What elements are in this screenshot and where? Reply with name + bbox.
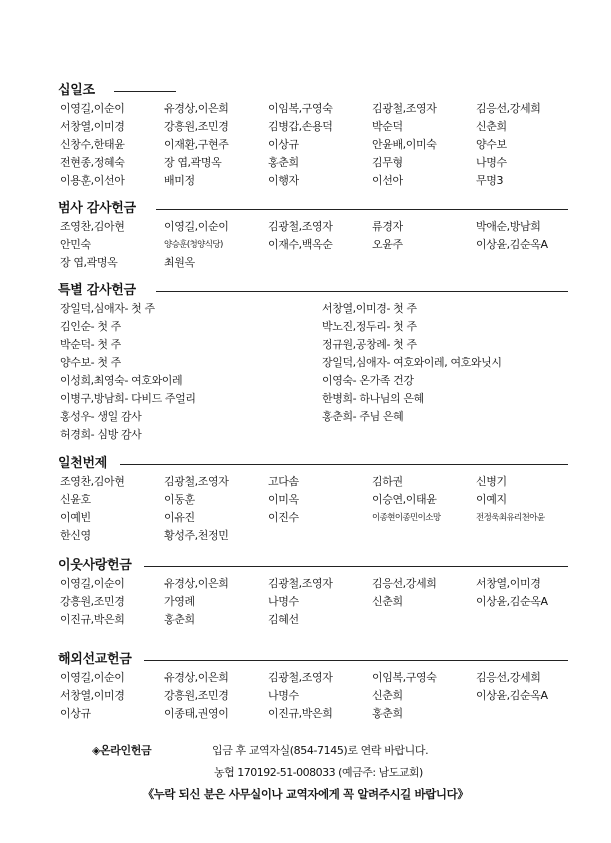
donor-entry: 이성희,최영숙- 여호와이레 — [60, 374, 183, 387]
donor-entry: 서창열,이미경- 첫 주 — [322, 302, 417, 315]
donor-grid — [60, 100, 568, 190]
online-offering-row — [92, 743, 429, 759]
donor-entry: 김혜선 — [268, 613, 299, 626]
donor-entry: 박노진,정두리- 첫 주 — [322, 320, 417, 333]
donor-entry: 양승훈(청양식당) — [164, 240, 223, 250]
donor-entry: 무명3 — [476, 174, 504, 187]
donor-entry: 신춘희 — [476, 120, 507, 133]
donor-entry: 이상규 — [60, 707, 91, 720]
section-title: 일천번제 — [58, 456, 108, 471]
donor-entry: 안윤배,이미숙 — [372, 138, 437, 151]
donor-entry: 홍춘희- 주님 은혜 — [322, 410, 404, 423]
donor-entry: 이상윤,김순옥A — [476, 689, 548, 702]
donor-entry: 이상윤,김순옥A — [476, 238, 548, 251]
bank-account: 농협 170192-51-008033 (예금주: 남도교회) — [214, 766, 423, 779]
donor-entry: 김광철,조영자 — [164, 475, 229, 488]
section-divider — [120, 464, 568, 465]
donor-entry: 가영례 — [164, 595, 195, 608]
section-title: 특별 감사헌금 — [58, 283, 136, 298]
omission-notice: 《누락 되신 분은 사무실이나 교역자에게 꼭 알려주시길 바랍니다》 — [142, 787, 469, 801]
section-divider — [156, 291, 568, 292]
tithe-section — [58, 82, 568, 190]
donor-entry: 김응선,강세희 — [476, 102, 541, 115]
donor-entry: 장 엽,곽명옥 — [164, 156, 222, 169]
donor-entry: 강흥원,조민경 — [164, 689, 229, 702]
donor-entry: 이예지 — [476, 493, 507, 506]
donor-entry: 이진규,박은희 — [60, 613, 125, 626]
donor-entry: 이영길,이순이 — [164, 220, 229, 233]
donor-entry: 전정욱최유리천아윤 — [476, 513, 545, 523]
donor-entry: 이영숙- 온가족 건강 — [322, 374, 414, 387]
neighbor-love-section — [58, 557, 568, 629]
thousand-offering-section — [58, 455, 568, 545]
donor-entry: 조영찬,김아현 — [60, 220, 125, 233]
section-header — [58, 82, 568, 100]
online-offering-instruction: 입금 후 교역자실(854-7145)로 연락 바랍니다. — [212, 744, 429, 757]
donor-entry: 한신영 — [60, 529, 91, 542]
section-divider — [156, 209, 568, 210]
donor-entry: 김무형 — [372, 156, 403, 169]
donor-entry: 고다솜 — [268, 475, 299, 488]
donor-entry: 이미옥 — [268, 493, 299, 506]
section-header — [58, 455, 568, 473]
empty-cell — [268, 527, 372, 545]
donor-entry: 전현종,정혜숙 — [60, 156, 125, 169]
donor-entry: 이진규,박은희 — [268, 707, 333, 720]
donor-entry: 홍춘희 — [164, 613, 195, 626]
overseas-mission-section — [58, 651, 568, 723]
donor-entry: 이유진 — [164, 511, 195, 524]
section-divider — [144, 566, 568, 567]
donor-entry: 서창열,이미경 — [60, 689, 125, 702]
donor-entry: 류경자 — [372, 220, 403, 233]
donor-entry: 이영길,이순이 — [60, 671, 125, 684]
donor-entry: 허경희- 심방 감사 — [60, 428, 142, 441]
empty-cell — [476, 254, 580, 272]
donor-entry: 김광철,조영자 — [268, 671, 333, 684]
donor-entry: 양수보- 첫 주 — [60, 356, 121, 369]
donor-entry: 김광철,조영자 — [372, 102, 437, 115]
donor-entry: 김응선,강세희 — [476, 671, 541, 684]
donor-entry: 이선아 — [372, 174, 403, 187]
empty-cell — [372, 527, 476, 545]
donor-entry: 장일덕,심애자- 여호와이레, 여호와닛시 — [322, 356, 502, 369]
donor-entry: 나명수 — [476, 156, 507, 169]
donor-entry: 신춘희 — [372, 689, 403, 702]
donor-entry: 정규원,공창례- 첫 주 — [322, 338, 417, 351]
donor-entry: 김광철,조영자 — [268, 577, 333, 590]
donor-entry: 양수보 — [476, 138, 507, 151]
donor-entry: 이임복,구영숙 — [372, 671, 437, 684]
donor-entry: 신윤호 — [60, 493, 91, 506]
donor-entry: 김응선,강세희 — [372, 577, 437, 590]
donor-entry: 박순덕 — [372, 120, 403, 133]
donor-entry: 유경상,이은희 — [164, 577, 229, 590]
donor-entry: 이예빈 — [60, 511, 91, 524]
donor-entry: 홍춘희 — [268, 156, 299, 169]
section-header — [58, 282, 568, 300]
donor-grid — [60, 218, 568, 272]
section-header — [58, 651, 568, 669]
donor-grid — [60, 473, 568, 545]
empty-cell — [372, 254, 476, 272]
donor-grid — [60, 300, 568, 444]
donor-entry: 이재환,구현주 — [164, 138, 229, 151]
empty-cell — [476, 611, 580, 629]
donor-entry: 장일덕,심애자- 첫 주 — [60, 302, 155, 315]
donor-entry: 황성주,천정민 — [164, 529, 229, 542]
donor-entry: 이종현이종민이소망 — [372, 513, 441, 523]
donor-entry: 박애순,방남희 — [476, 220, 541, 233]
donor-entry: 신창수,한태윤 — [60, 138, 125, 151]
donor-entry: 박순덕- 첫 주 — [60, 338, 121, 351]
empty-cell — [268, 254, 372, 272]
section-title: 해외선교헌금 — [58, 652, 132, 667]
online-offering-label: ◈온라인헌금 — [92, 744, 152, 757]
donor-entry: 조영찬,김아현 — [60, 475, 125, 488]
donor-entry: 이행자 — [268, 174, 299, 187]
donor-entry: 김인순- 첫 주 — [60, 320, 121, 333]
section-divider — [144, 660, 568, 661]
donor-entry: 김하권 — [372, 475, 403, 488]
section-title: 범사 감사헌금 — [58, 201, 136, 216]
empty-cell — [372, 611, 476, 629]
donor-grid — [60, 575, 568, 629]
donor-entry: 강흥원,조민경 — [60, 595, 125, 608]
donor-entry: 최원옥 — [164, 256, 195, 269]
donor-entry: 홍성우- 생일 감사 — [60, 410, 142, 423]
empty-cell — [476, 705, 580, 723]
donor-entry: 서창열,이미경 — [476, 577, 541, 590]
special-thanks-section — [58, 282, 568, 444]
donor-entry: 이상규 — [268, 138, 299, 151]
donor-entry: 신병기 — [476, 475, 507, 488]
donor-entry: 강흥원,조민경 — [164, 120, 229, 133]
donor-entry: 김광철,조영자 — [268, 220, 333, 233]
section-title: 이웃사랑헌금 — [58, 558, 132, 573]
donor-entry: 이영길,이순이 — [60, 102, 125, 115]
empty-cell — [322, 426, 572, 444]
section-header — [58, 557, 568, 575]
donor-entry: 나명수 — [268, 595, 299, 608]
donor-entry: 안민숙 — [60, 238, 91, 251]
donor-entry: 이임복,구영숙 — [268, 102, 333, 115]
donor-grid — [60, 669, 568, 723]
donor-entry: 서창열,이미경 — [60, 120, 125, 133]
donor-entry: 이영길,이순이 — [60, 577, 125, 590]
donor-entry: 신춘희 — [372, 595, 403, 608]
section-header — [58, 200, 568, 218]
donor-entry: 이용훈,이선아 — [60, 174, 125, 187]
donor-entry: 나명수 — [268, 689, 299, 702]
donor-entry: 장 엽,곽명옥 — [60, 256, 118, 269]
donor-entry: 이병구,방남희- 다비드 주얼리 — [60, 392, 196, 405]
donor-entry: 배미정 — [164, 174, 195, 187]
donor-entry: 이승연,이태윤 — [372, 493, 437, 506]
donor-entry: 오윤주 — [372, 238, 403, 251]
section-divider — [114, 91, 176, 92]
donor-entry: 이동훈 — [164, 493, 195, 506]
donor-entry: 홍춘희 — [372, 707, 403, 720]
empty-cell — [476, 527, 580, 545]
section-title: 십일조 — [58, 83, 95, 98]
donor-entry: 한병희- 하나님의 은혜 — [322, 392, 424, 405]
general-thanks-section — [58, 200, 568, 272]
donor-entry: 이진수 — [268, 511, 299, 524]
donor-entry: 김병갑,손용덕 — [268, 120, 333, 133]
donor-entry: 유경상,이은희 — [164, 102, 229, 115]
donor-entry: 이종태,권영이 — [164, 707, 229, 720]
donor-entry: 이상윤,김순옥A — [476, 595, 548, 608]
donor-entry: 이재수,백옥순 — [268, 238, 333, 251]
donor-entry: 유경상,이은희 — [164, 671, 229, 684]
